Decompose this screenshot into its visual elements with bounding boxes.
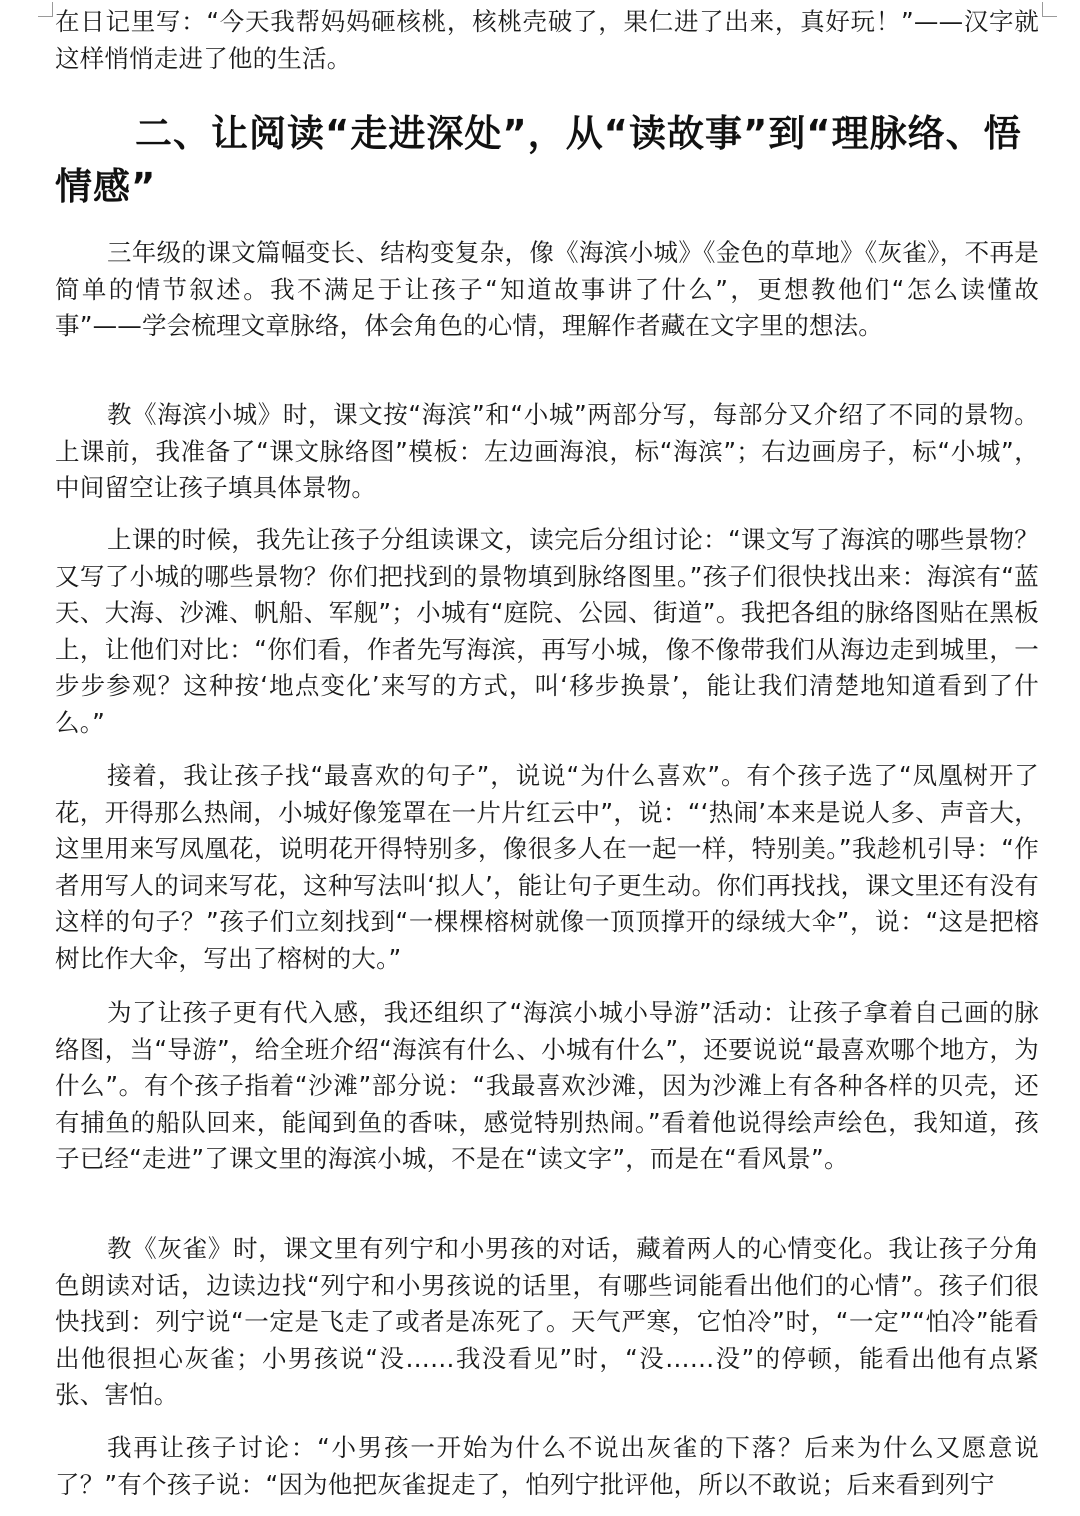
page-corner-mark-right — [1042, 2, 1057, 17]
body-paragraph-7: 我再让孩子讨论：“小男孩一开始为什么不说出灰雀的下落？后来为什么又愿意说了？”有个孩子说：“因为他把灰雀捉走了，怕列宁批评他，所以不敢说；后来看到列宁 — [55, 1433, 1039, 1499]
body-paragraph-1: 三年级的课文篇幅变长、结构变复杂，像《海滨小城》《金色的草地》《灰雀》，不再是简单的情节叙述。我不满足于让孩子“知道故事讲了什么”，更想教他们“怎么读懂故事”——学会梳理文章脉络，体会角色的心情，理解作者藏在文字里的想法。 — [55, 238, 1039, 340]
intro-paragraph: 在日记里写：“今天我帮妈妈砸核桃，核桃壳破了，果仁进了出来，真好玩！”——汉字就这样悄悄走进了他的生活。 — [55, 7, 1039, 73]
body-paragraph-2: 教《海滨小城》时，课文按“海滨”和“小城”两部分写，每部分又介绍了不同的景物。上课前，我准备了“课文脉络图”模板：左边画海浪，标“海滨”；右边画房子，标“小城”，中间留空让孩子填具体景物。 — [55, 400, 1039, 502]
body-paragraph-4: 接着，我让孩子找“最喜欢的句子”，说说“为什么喜欢”。有个孩子选了“凤凰树开了花，开得那么热闹，小城好像笼罩在一片片红云中”，说：“‘热闹’本来是说人多、声音大，这里用来写凤凰花，说明花开得特别多，像很多人在一起一样，特别美。”我趁机引导：“作者用写人的词来写花，这种写法叫‘拟人’，能让句子更生动。你们再找找，课文里还有没有这样的句子？”孩子们立刻找到“一棵棵榕树就像一顶顶撑开的绿绒大伞”，说：“这是把榕树比作大伞，写出了榕树的大。” — [55, 761, 1039, 973]
body-paragraph-6: 教《灰雀》时，课文里有列宁和小男孩的对话，藏着两人的心情变化。我让孩子分角色朗读对话，边读边找“列宁和小男孩说的话里，有哪些词能看出他们的心情”。孩子们很快找到：列宁说“一定是飞走了或者是冻死了。天气严寒，它怕冷”时，“一定”“怕冷”能看出他很担心灰雀；小男孩说“没……我没看见”时，“没……没”的停顿，能看出他有点紧张、害怕。 — [55, 1234, 1039, 1409]
body-paragraph-3: 上课的时候，我先让孩子分组读课文，读完后分组讨论：“课文写了海滨的哪些景物？又写了小城的哪些景物？你们把找到的景物填到脉络图里。”孩子们很快找出来：海滨有“蓝天、大海、沙滩、帆船、军舰”；小城有“庭院、公园、街道”。我把各组的脉络图贴在黑板上，让他们对比：“你们看，作者先写海滨，再写小城，像不像带我们从海边走到城里，一步步参观？这种按‘地点变化’来写的方式，叫‘移步换景’，能让我们清楚地知道看到了什么。” — [55, 525, 1039, 737]
section-heading: 二、让阅读“走进深处”，从“读故事”到“理脉络、悟情感” — [55, 112, 1022, 208]
body-paragraph-5: 为了让孩子更有代入感，我还组织了“海滨小城小导游”活动：让孩子拿着自己画的脉络图，当“导游”，给全班介绍“海滨有什么、小城有什么”，还要说说“最喜欢哪个地方，为什么”。有个孩子指着“沙滩”部分说：“我最喜欢沙滩，因为沙滩上有各种各样的贝壳，还有捕鱼的船队回来，能闻到鱼的香味，感觉特别热闹。”看着他说得绘声绘色，我知道，孩子已经“走进”了课文里的海滨小城，不是在“读文字”，而是在“看风景”。 — [55, 998, 1039, 1173]
page-corner-mark-left — [38, 2, 53, 17]
